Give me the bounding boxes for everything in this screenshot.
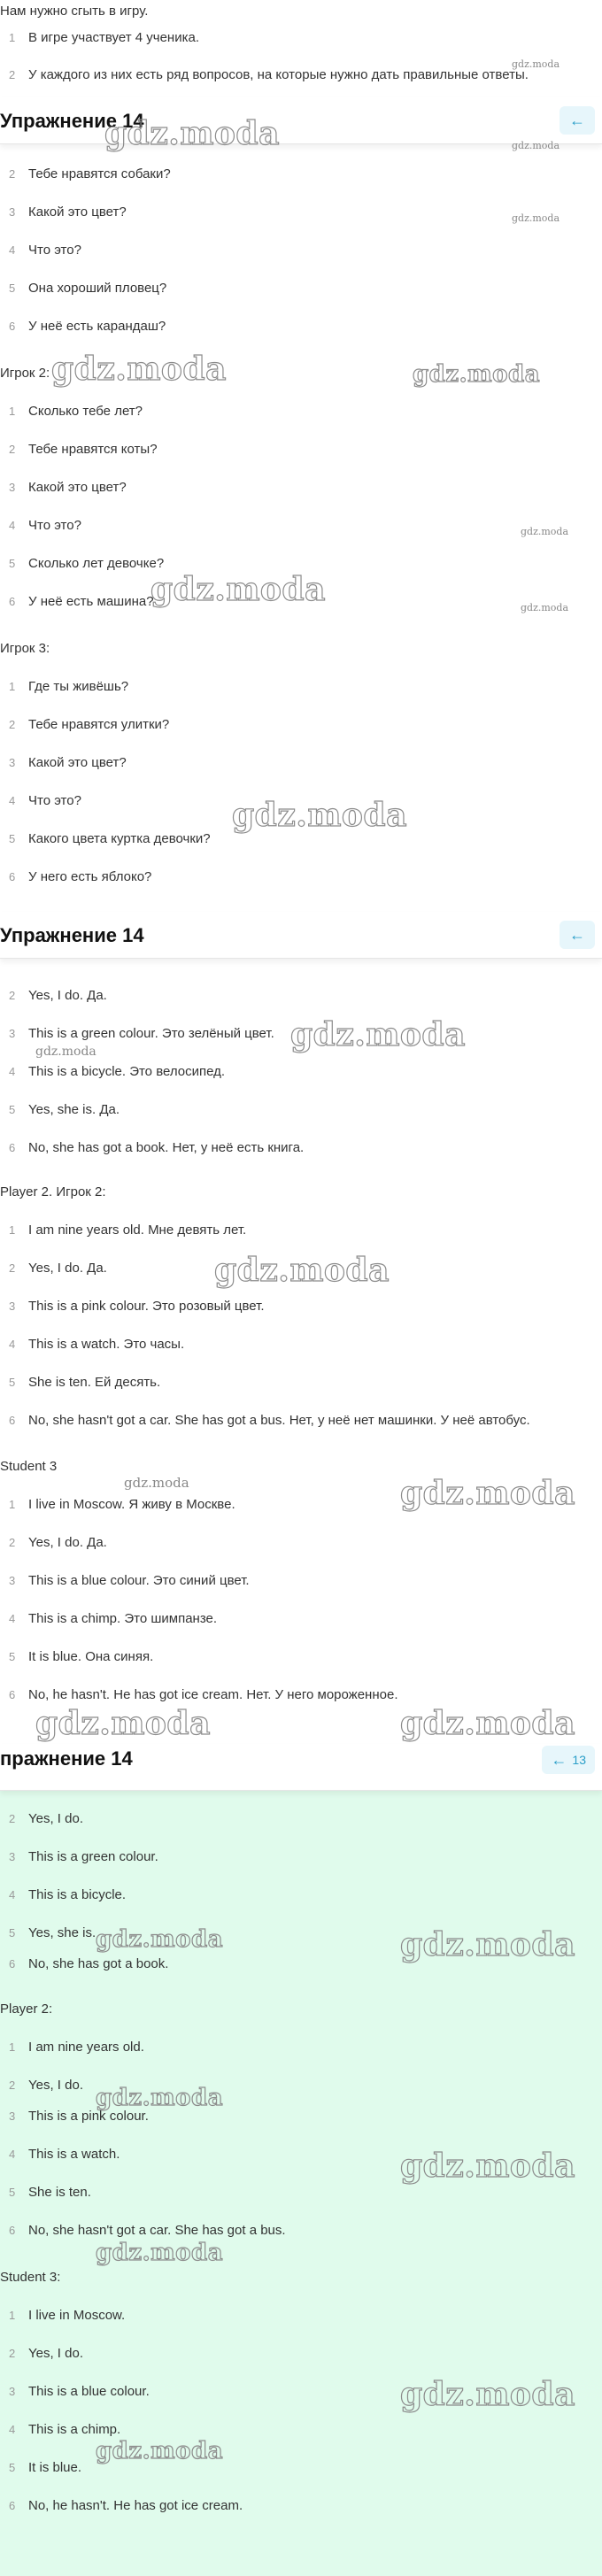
- list-item: 6 No, she has got a book.: [9, 1956, 169, 1971]
- watermark: gdz.moda: [124, 1475, 189, 1491]
- watermark: gdz.moda: [512, 140, 560, 151]
- arrow-left-icon: ←: [569, 112, 585, 129]
- watermark: gdz.moda: [214, 1252, 390, 1289]
- watermark: gdz.moda: [413, 361, 541, 388]
- watermark: gdz.moda: [290, 1016, 466, 1053]
- player-label: Player 2:: [0, 2001, 53, 2017]
- watermark: gdz.moda: [35, 1705, 211, 1742]
- list-item: 6 No, he hasn't. He has got ice cream.: [9, 2498, 243, 2513]
- list-item: 6 У неё есть машина?: [9, 594, 154, 609]
- section-header: [0, 1744, 602, 1791]
- watermark: gdz.moda: [521, 526, 569, 537]
- section-title: Упражнение 14: [0, 110, 144, 132]
- list-item: 6 No, she hasn't got a car. She has got a bus. Нет, у неё нет машинки. У неё автобус.: [9, 1413, 530, 1428]
- watermark: gdz.moda: [521, 602, 569, 613]
- list-item: 4 This is a chimp.: [9, 2422, 121, 2437]
- list-item: 2 Тебе нравятся коты?: [9, 442, 158, 457]
- list-item: 3 This is a blue colour.: [9, 2384, 150, 2399]
- list-item: 1 Где ты живёшь?: [9, 679, 129, 694]
- list-item: 4 Что это?: [9, 518, 81, 533]
- watermark: gdz.moda: [96, 2438, 224, 2464]
- list-item: 1 Сколько тебе лет?: [9, 404, 143, 419]
- list-item: 5 It is blue. Она синяя.: [9, 1649, 154, 1664]
- watermark: gdz.moda: [104, 115, 280, 152]
- list-item: 4 Что это?: [9, 793, 81, 808]
- list-item: 5 Сколько лет девочке?: [9, 556, 165, 571]
- list-item: 4 This is a chimp. Это шимпанзе.: [9, 1611, 218, 1626]
- intro-text: Нам нужно сгыть в игру.: [0, 4, 149, 19]
- list-item: 5 Какого цвета куртка девочки?: [9, 831, 211, 846]
- section-header: [0, 97, 602, 144]
- list-item: 3 Какой это цвет?: [9, 480, 127, 495]
- list-item: 2 У каждого из них есть ряд вопросов, на которые нужно дать правильные ответы.: [9, 67, 529, 82]
- list-item: 2 Тебе нравятся собаки?: [9, 166, 171, 181]
- player-label: Player 2. Игрок 2:: [0, 1184, 106, 1199]
- section-title: Упражнение 14: [0, 924, 144, 946]
- section-questions-ru: [0, 97, 602, 912]
- arrow-left-icon: ←: [569, 926, 585, 944]
- section-header: [0, 912, 602, 959]
- list-item: 6 У него есть яблоко?: [9, 869, 152, 884]
- player-label: Игрок 2:: [0, 366, 50, 381]
- list-item: 1 В игре участвует 4 ученика.: [9, 30, 199, 45]
- list-item: 4 This is a watch. Это часы.: [9, 1337, 185, 1352]
- list-item: 6 У неё есть карандаш?: [9, 319, 166, 334]
- player-label: Игрок 3:: [0, 641, 50, 656]
- list-item: 2 Yes, I do. Да.: [9, 1261, 107, 1276]
- list-item: 3 This is a blue colour. Это синий цвет.: [9, 1573, 250, 1588]
- list-item: 3 Какой это цвет?: [9, 755, 127, 770]
- watermark: gdz.moda: [232, 797, 407, 834]
- list-item: 3 This is a green colour.: [9, 1849, 158, 1864]
- list-item: 3 Какой это цвет?: [9, 204, 127, 220]
- watermark: gdz.moda: [96, 2240, 224, 2266]
- list-item: 6 No, he hasn't. He has got ice cream. Нет. У него мороженное.: [9, 1687, 398, 1702]
- list-item: 5 It is blue.: [9, 2460, 82, 2475]
- list-item: 3 This is a green colour. Это зелёный цвет.: [9, 1026, 274, 1041]
- back-button[interactable]: [560, 921, 595, 949]
- back-button[interactable]: [542, 1746, 595, 1774]
- watermark: gdz.moda: [512, 58, 560, 70]
- watermark: gdz.moda: [400, 2376, 575, 2413]
- arrow-left-icon: ←: [551, 1751, 567, 1769]
- watermark: gdz.moda: [400, 2148, 575, 2185]
- list-item: 3 This is a pink colour.: [9, 2109, 149, 2124]
- list-item: 1 I am nine years old.: [9, 2040, 144, 2055]
- list-item: 5 Yes, she is. Да.: [9, 1102, 120, 1117]
- watermark: gdz.moda: [96, 1926, 224, 1953]
- watermark: gdz.moda: [150, 571, 326, 608]
- watermark: gdz.moda: [96, 2085, 224, 2111]
- list-item: 4 Что это?: [9, 243, 81, 258]
- watermark: gdz.moda: [400, 1475, 575, 1512]
- list-item: 4 This is a bicycle. Это велосипед.: [9, 1064, 226, 1079]
- list-item: 6 No, she has got a book. Нет, у неё есть книга.: [9, 1140, 305, 1155]
- list-item: 2 Yes, I do. Да.: [9, 988, 107, 1003]
- list-item: 5 She is ten. Ей десять.: [9, 1375, 161, 1390]
- list-item: 2 Yes, I do.: [9, 2078, 83, 2093]
- list-item: 2 Yes, I do.: [9, 1811, 83, 1826]
- list-item: 2 Тебе нравятся улитки?: [9, 717, 170, 732]
- watermark: gdz.moda: [512, 212, 560, 224]
- list-item: 4 This is a watch.: [9, 2147, 120, 2162]
- watermark: gdz.moda: [400, 1705, 575, 1742]
- list-item: 1 I am nine years old. Мне девять лет.: [9, 1222, 247, 1238]
- list-item: 4 This is a bicycle.: [9, 1887, 127, 1902]
- back-button[interactable]: [560, 106, 595, 135]
- player-label: Student 3:: [0, 2270, 61, 2285]
- list-item: 1 I live in Moscow.: [9, 2308, 126, 2323]
- watermark: gdz.moda: [35, 1045, 96, 1059]
- list-item: 5 Она хороший пловец?: [9, 281, 167, 296]
- list-item: 2 Yes, I do.: [9, 2346, 83, 2361]
- intro-block: [0, 0, 602, 97]
- watermark: gdz.moda: [400, 1926, 575, 1963]
- watermark: gdz.moda: [51, 351, 227, 388]
- list-item: 6 No, she hasn't got a car. She has got a bus.: [9, 2223, 286, 2238]
- section-answers-en: [0, 1744, 602, 2576]
- section-title: пражнение 14: [0, 1747, 133, 1770]
- player-label: Student 3: [0, 1459, 58, 1474]
- list-item: 1 I live in Moscow. Я живу в Москве.: [9, 1497, 235, 1512]
- back-count: 13: [572, 1753, 586, 1767]
- list-item: 3 This is a pink colour. Это розовый цвет.: [9, 1299, 265, 1314]
- list-item: 2 Yes, I do. Да.: [9, 1535, 107, 1550]
- section-answers-ru: [0, 912, 602, 1744]
- list-item: 5 Yes, she is.: [9, 1925, 96, 1940]
- list-item: 5 She is ten.: [9, 2185, 91, 2200]
